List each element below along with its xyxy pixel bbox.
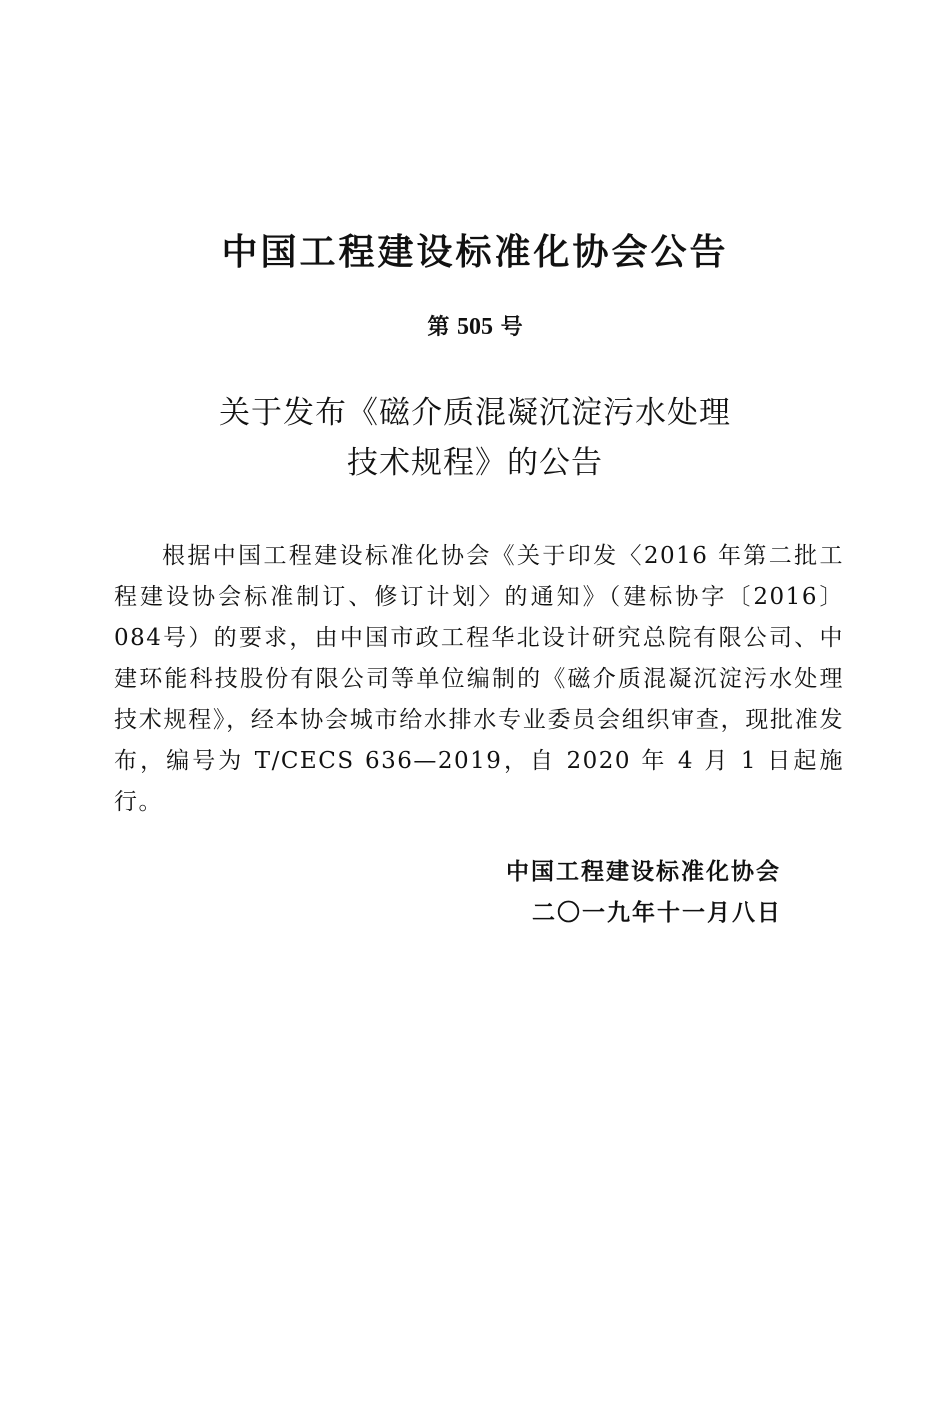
subtitle-line-2: 技术规程》的公告 [347,445,603,481]
signature-block [506,852,806,934]
issue-date: 二〇一九年十一月八日 [532,900,782,926]
announcement-title: 中国工程建设标准化协会公告 [221,232,729,273]
announcement-body: 根据中国工程建设标准化协会《关于印发〈2016 年第二批工程建设协会标准制订、修订计划〉的通知》（建标协字〔2016〕084号）的要求，由中国市政工程华北设计研究总院有限公司、中建环能科技股份有限公司等单位编制的《磁介质混凝沉淀污水处理技术规程》，经本协会城市给水排水专业委员会组织审查，现批准发布，编号为 T/CECS 636—2019，自 2020 年 4 月 1 日起施行。 [114,543,844,815]
issue-number [0,312,950,343]
issue-prefix: 第 [427,315,457,340]
announcement-subtitle [0,388,950,488]
issuer-name: 中国工程建设标准化协会 [506,859,781,885]
subtitle-line-1: 关于发布《磁介质混凝沉淀污水处理 [219,395,731,431]
issue-suffix: 号 [493,315,523,340]
issue-number-value: 505 [457,314,493,340]
